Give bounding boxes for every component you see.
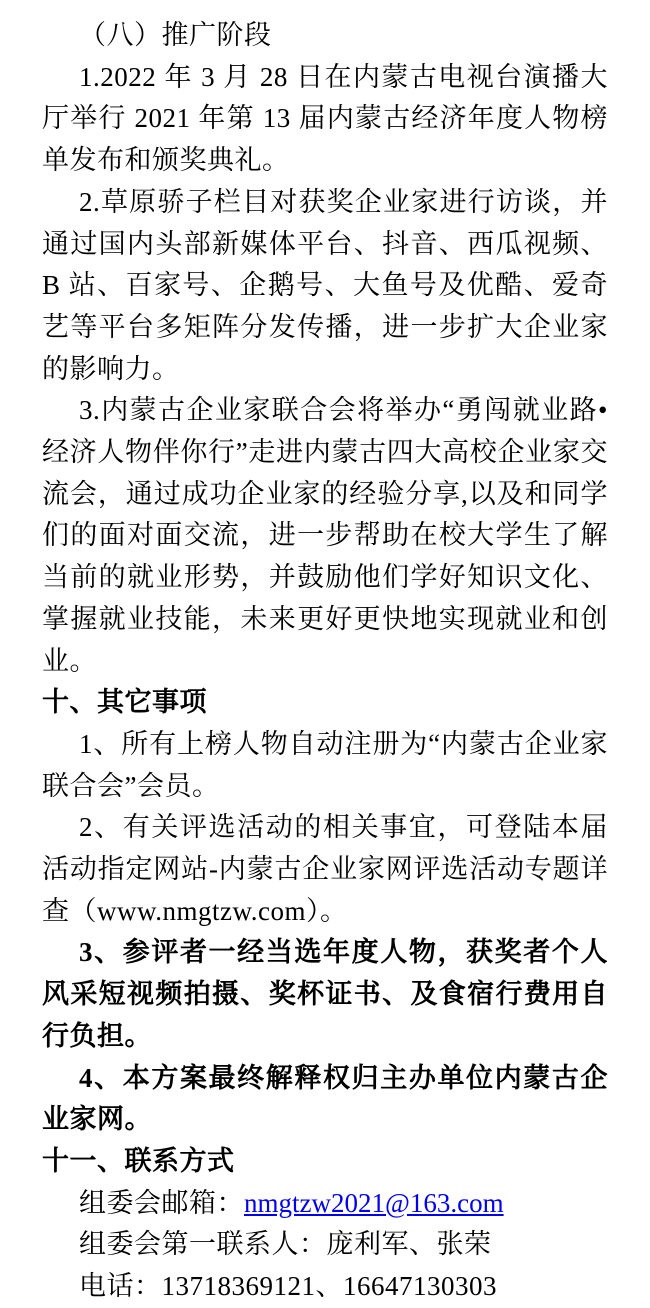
other-matters-item-1: 1、所有上榜人物自动注册为“内蒙古企业家联合会”会员。	[42, 728, 608, 801]
other-matters-item-4: 4、本方案最终解释权归主办单位内蒙古企业家网。	[42, 1062, 608, 1135]
section-11-heading: 十一、联系方式	[42, 1145, 235, 1176]
section-10-heading: 十、其它事项	[42, 687, 207, 718]
promotion-item-3: 3.内蒙古企业家联合会将举办“勇闯就业路•经济人物伴你行”走进内蒙古四大高校企业家交流会，通过成功企业家的经验分享,以及和同学们的面对面交流，进一步帮助在校大学生了解当前的就业形势，并鼓励他们学好知识文化、掌握就业技能，未来更好更快地实现就业和创业。	[42, 395, 608, 676]
promotion-item-1: 1.2022 年 3 月 28 日在内蒙古电视台演播大厅举行 2021 年第 13 届内蒙古经济年度人物榜单发布和颁奖典礼。	[42, 61, 608, 176]
other-matters-item-2: 2、有关评选活动的相关事宜，可登陆本届活动指定网站-内蒙古企业家网评选活动专题详查（www.nmgtzw.com）。	[42, 812, 608, 926]
contact-email-line	[42, 1183, 608, 1225]
contact-email-label: 组委会邮箱：	[79, 1187, 244, 1218]
promotion-stage-heading: （八）推广阶段	[79, 20, 272, 50]
contact-phone-line: 电话：13718369121、16647130303	[79, 1271, 497, 1302]
promotion-item-2: 2.草原骄子栏目对获奖企业家进行访谈，并通过国内头部新媒体平台、抖音、西瓜视频、B 站、百家号、企鹅号、大鱼号及优酷、爱奇艺等平台多矩阵分发传播，进一步扩大企业家的影响力。	[42, 186, 608, 384]
contact-email-link[interactable]: nmgtzw2021@163.com	[244, 1187, 504, 1218]
other-matters-item-3: 3、参评者一经当选年度人物，获奖者个人风采短视频拍摄、奖杯证书、及食宿行费用自行负担。	[42, 937, 608, 1051]
contact-persons-line: 组委会第一联系人：庞利军、张荣	[79, 1229, 492, 1260]
